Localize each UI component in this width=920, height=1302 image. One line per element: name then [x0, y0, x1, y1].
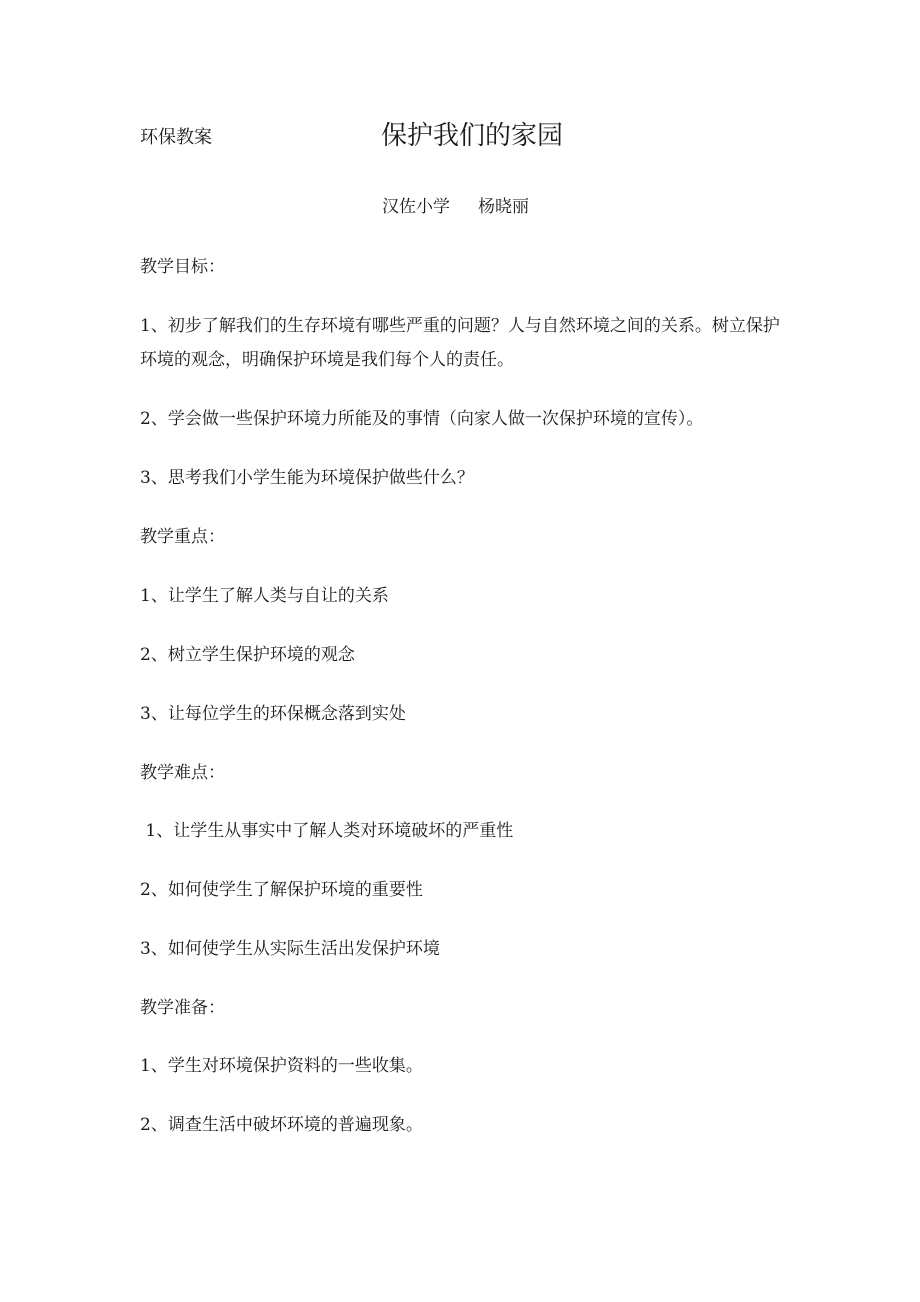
objectives-heading: 教学目标： [140, 257, 225, 277]
document-title: 保护我们的家园 [381, 121, 564, 151]
objective-item: 2、学会做一些保护环境力所能及的事情（向家人做一次保护环境的宣传）。 [140, 409, 704, 429]
preparation-item: 2、调查生活中破坏环境的普遍现象。 [140, 1115, 423, 1135]
preparation-item: 1、学生对环境保护资料的一些收集。 [140, 1056, 423, 1076]
difficulty-item: 3、如何使学生从实际生活出发保护环境 [140, 939, 440, 959]
school-name: 汉佐小学 [382, 197, 450, 217]
objective-item: 1、初步了解我们的生存环境有哪些严重的问题？人与自然环境之间的关系。树立保护环境的观念，明确保护环境是我们每个人的责任。 [140, 316, 780, 370]
difficulty-item: 1、让学生从事实中了解人类对环境破坏的严重性 [140, 821, 514, 841]
author-name: 杨晓丽 [478, 197, 529, 217]
difficulties-heading: 教学难点： [140, 763, 225, 783]
key-points-heading: 教学重点： [140, 527, 225, 547]
key-point-item: 3、让每位学生的环保概念落到实处 [140, 704, 406, 724]
byline [382, 197, 529, 217]
document-category: 环保教案 [140, 127, 212, 148]
key-point-item: 1、让学生了解人类与自让的关系 [140, 586, 389, 606]
difficulty-item: 2、如何使学生了解保护环境的重要性 [140, 880, 423, 900]
preparation-heading: 教学准备： [140, 998, 225, 1018]
key-point-item: 2、树立学生保护环境的观念 [140, 645, 355, 665]
objective-item: 3、思考我们小学生能为环境保护做些什么？ [140, 468, 474, 488]
